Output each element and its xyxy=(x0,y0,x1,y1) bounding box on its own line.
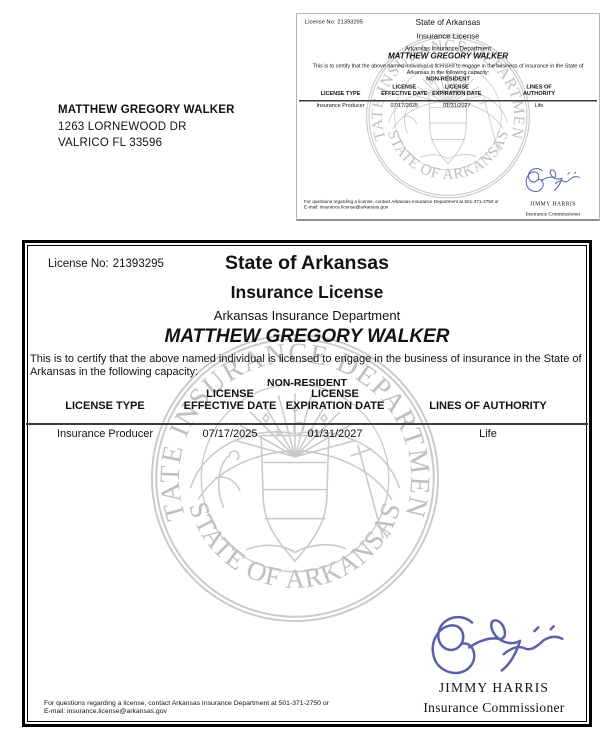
state-title: State of Arkansas xyxy=(224,252,389,274)
commissioner-title: Insurance Commissioner xyxy=(525,211,581,217)
recipient-street: 1263 LORNEWOOD DR xyxy=(58,120,187,133)
value-effective-date: 07/17/2025 xyxy=(390,102,419,109)
commissioner-name: JIMMY HARRIS xyxy=(530,201,576,207)
license-number-label: License No: xyxy=(48,258,109,270)
header-lines-of-authority: LINES OF AUTHORITY xyxy=(522,84,556,97)
department-name: Arkansas Insurance Department xyxy=(404,45,492,52)
residency-status: NON-RESIDENT xyxy=(267,377,347,389)
license-card-thumbnail xyxy=(296,13,600,221)
header-license-type: LICENSE TYPE xyxy=(65,399,145,412)
recipient-city-state-zip: VALRICO FL 33596 xyxy=(58,137,163,149)
value-effective-date: 07/17/2025 xyxy=(202,428,258,440)
value-expiration-date: 01/31/2027 xyxy=(307,428,363,440)
contact-footer-line2: E-mail: insurance.license@arkansas.gov xyxy=(304,204,389,210)
value-expiration-date: 01/31/2027 xyxy=(442,102,471,109)
header-effective-date: LICENSE EFFECTIVE DATE xyxy=(381,84,428,97)
header-effective-date: LICENSE EFFECTIVE DATE xyxy=(183,388,277,412)
license-number-label: License No: xyxy=(305,19,336,25)
contact-footer-line1: For questions regarding a license, contact Arkansas Insurance Department at 501-371-2750 or xyxy=(44,699,329,707)
recipient-name: MATTHEW GREGORY WALKER xyxy=(58,104,235,116)
table-header-rule xyxy=(26,423,588,425)
contact-footer xyxy=(44,699,344,715)
license-table-row xyxy=(30,428,586,440)
document-title: Insurance License xyxy=(230,282,384,302)
contact-footer-line2: E-mail: insurance.license@arkansas.gov xyxy=(44,707,167,715)
header-expiration-date: LICENSE EXPIRATION DATE xyxy=(432,84,482,97)
licensee-name: MATTHEW GREGORY WALKER xyxy=(388,52,508,61)
license-number-value: 21393295 xyxy=(112,258,164,270)
license-table-header xyxy=(303,84,595,97)
value-license-type: Insurance Producer xyxy=(316,102,365,109)
certify-statement: This is to certify that the above named individual is licensed to engage in the business of insurance in the State of Arkansas in the following capacity: xyxy=(312,63,584,76)
contact-footer xyxy=(304,199,499,210)
commissioner-signature xyxy=(424,611,570,683)
value-license-type: Insurance Producer xyxy=(57,428,153,440)
license-number-value: 21393295 xyxy=(337,19,363,25)
license-table-row xyxy=(303,103,595,109)
licensee-name: MATTHEW GREGORY WALKER xyxy=(164,326,450,347)
recipient-address xyxy=(58,102,235,152)
commissioner-name: JIMMY HARRIS xyxy=(438,680,550,695)
license-certificate xyxy=(22,240,592,727)
department-name: Arkansas Insurance Department xyxy=(213,308,401,323)
document-title: Insurance License xyxy=(416,32,480,41)
commissioner-signature-small xyxy=(523,166,582,196)
commissioner-title: Insurance Commissioner xyxy=(423,700,565,715)
state-title: State of Arkansas xyxy=(415,18,481,27)
table-header-rule xyxy=(299,100,597,101)
license-card-content xyxy=(297,14,599,219)
residency-status: NON-RESIDENT xyxy=(426,76,470,82)
license-table-header xyxy=(30,389,586,412)
value-lines-of-authority: Life xyxy=(534,102,544,109)
header-expiration-date: LICENSE EXPIRATION DATE xyxy=(285,388,385,412)
value-lines-of-authority: Life xyxy=(479,428,497,440)
certify-statement: This is to certify that the above named individual is licensed to engage in the business of insurance in the State of Arkansas in the following capacity: xyxy=(30,353,582,378)
header-lines-of-authority: LINES OF AUTHORITY xyxy=(429,399,547,412)
contact-footer-line1: For questions regarding a license, contact Arkansas Insurance Department at 501-371-2750 or xyxy=(304,199,499,204)
header-license-type: LICENSE TYPE xyxy=(320,90,361,97)
